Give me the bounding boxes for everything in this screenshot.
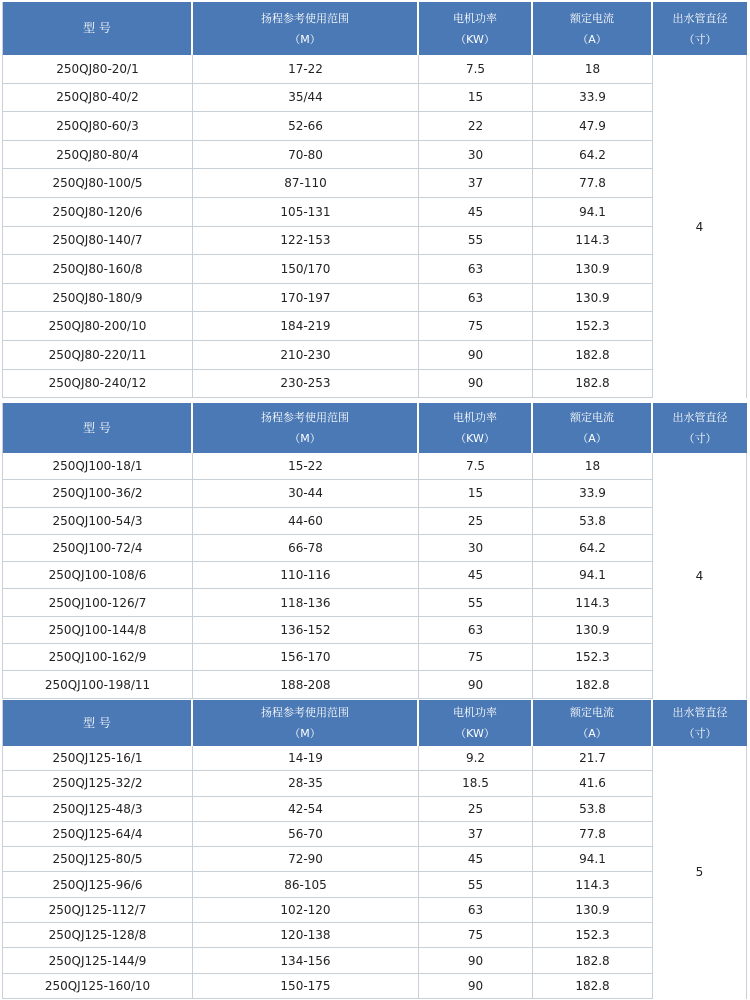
head-range-cell: 56-70 — [193, 822, 419, 847]
model-cell: 250QJ100-126/7 — [2, 589, 193, 616]
rated-current-cell: 130.9 — [533, 898, 653, 923]
rated-current-cell: 130.9 — [533, 617, 653, 644]
motor-power-cell: 55 — [419, 589, 533, 616]
model-cell: 250QJ80-40/2 — [2, 84, 193, 113]
table-row — [2, 198, 747, 227]
motor-power-cell: 45 — [419, 847, 533, 872]
table-row — [2, 284, 747, 313]
model-cell: 250QJ80-80/4 — [2, 141, 193, 170]
motor-power-cell: 75 — [419, 644, 533, 671]
rated-current-cell: 64.2 — [533, 535, 653, 562]
table-row — [2, 644, 747, 671]
table-row — [2, 771, 747, 796]
rated-current-cell: 33.9 — [533, 84, 653, 113]
head-range-cell: 110-116 — [193, 562, 419, 589]
head-range-cell: 150/170 — [193, 255, 419, 284]
motor-power-cell: 9.2 — [419, 746, 533, 771]
header-outlet-diameter: 出水管直径 （寸） — [653, 2, 747, 55]
rated-current-cell: 94.1 — [533, 198, 653, 227]
model-cell: 250QJ125-48/3 — [2, 797, 193, 822]
model-cell: 250QJ100-54/3 — [2, 508, 193, 535]
motor-power-cell: 37 — [419, 169, 533, 198]
head-range-cell: 105-131 — [193, 198, 419, 227]
rated-current-cell: 182.8 — [533, 948, 653, 973]
table-row — [2, 671, 747, 698]
motor-power-cell: 25 — [419, 508, 533, 535]
table-row — [2, 169, 747, 198]
motor-power-cell: 63 — [419, 617, 533, 644]
model-cell: 250QJ100-18/1 — [2, 453, 193, 480]
model-cell: 250QJ80-120/6 — [2, 198, 193, 227]
head-range-cell: 134-156 — [193, 948, 419, 973]
rated-current-cell: 64.2 — [533, 141, 653, 170]
rated-current-cell: 152.3 — [533, 923, 653, 948]
head-range-cell: 87-110 — [193, 169, 419, 198]
head-range-cell: 15-22 — [193, 453, 419, 480]
spec-table-qj100 — [2, 403, 747, 699]
table-row — [2, 974, 747, 999]
rated-current-cell: 182.8 — [533, 671, 653, 698]
rated-current-cell: 114.3 — [533, 589, 653, 616]
rated-current-cell: 182.8 — [533, 341, 653, 370]
motor-power-cell: 15 — [419, 84, 533, 113]
table-row — [2, 508, 747, 535]
table-row — [2, 872, 747, 897]
model-cell: 250QJ80-60/3 — [2, 112, 193, 141]
head-range-cell: 136-152 — [193, 617, 419, 644]
model-cell: 250QJ80-240/12 — [2, 370, 193, 399]
header-model: 型 号 — [2, 403, 193, 453]
rated-current-cell: 18 — [533, 453, 653, 480]
head-range-cell: 35/44 — [193, 84, 419, 113]
table-body — [2, 453, 747, 699]
model-cell: 250QJ125-80/5 — [2, 847, 193, 872]
head-range-cell: 118-136 — [193, 589, 419, 616]
header-model: 型 号 — [2, 700, 193, 746]
table-row — [2, 562, 747, 589]
head-range-cell: 150-175 — [193, 974, 419, 999]
head-range-cell: 86-105 — [193, 872, 419, 897]
rated-current-cell: 94.1 — [533, 847, 653, 872]
rated-current-cell: 18 — [533, 55, 653, 84]
model-cell: 250QJ125-144/9 — [2, 948, 193, 973]
table-row — [2, 312, 747, 341]
head-range-cell: 30-44 — [193, 480, 419, 507]
motor-power-cell: 7.5 — [419, 55, 533, 84]
model-cell: 250QJ80-20/1 — [2, 55, 193, 84]
rated-current-cell: 33.9 — [533, 480, 653, 507]
rated-current-cell: 182.8 — [533, 370, 653, 399]
header-rated-current: 额定电流 （A） — [533, 2, 653, 55]
model-cell: 250QJ80-100/5 — [2, 169, 193, 198]
rated-current-cell: 182.8 — [533, 974, 653, 999]
motor-power-cell: 63 — [419, 284, 533, 313]
motor-power-cell: 63 — [419, 898, 533, 923]
table-row — [2, 589, 747, 616]
model-cell: 250QJ100-144/8 — [2, 617, 193, 644]
header-head-range: 扬程参考使用范围 （M） — [193, 700, 419, 746]
motor-power-cell: 7.5 — [419, 453, 533, 480]
header-rated-current: 额定电流 （A） — [533, 700, 653, 746]
model-cell: 250QJ100-198/11 — [2, 671, 193, 698]
motor-power-cell: 75 — [419, 923, 533, 948]
motor-power-cell: 90 — [419, 974, 533, 999]
rated-current-cell: 130.9 — [533, 284, 653, 313]
model-cell: 250QJ80-200/10 — [2, 312, 193, 341]
motor-power-cell: 15 — [419, 480, 533, 507]
header-motor-power: 电机功率 （KW） — [419, 403, 533, 453]
table-body — [2, 746, 747, 999]
header-motor-power: 电机功率 （KW） — [419, 2, 533, 55]
table-row — [2, 480, 747, 507]
table-body — [2, 55, 747, 398]
model-cell: 250QJ125-16/1 — [2, 746, 193, 771]
spec-table-qj125 — [2, 700, 747, 999]
motor-power-cell: 22 — [419, 112, 533, 141]
model-cell: 250QJ125-32/2 — [2, 771, 193, 796]
model-cell: 250QJ125-64/4 — [2, 822, 193, 847]
model-cell: 250QJ80-220/11 — [2, 341, 193, 370]
table-row — [2, 535, 747, 562]
header-head-range: 扬程参考使用范围 （M） — [193, 403, 419, 453]
table-row — [2, 898, 747, 923]
rated-current-cell: 77.8 — [533, 822, 653, 847]
rated-current-cell: 53.8 — [533, 797, 653, 822]
model-cell: 250QJ125-128/8 — [2, 923, 193, 948]
motor-power-cell: 30 — [419, 535, 533, 562]
head-range-cell: 170-197 — [193, 284, 419, 313]
head-range-cell: 17-22 — [193, 55, 419, 84]
model-cell: 250QJ125-96/6 — [2, 872, 193, 897]
table-header-row — [2, 2, 747, 55]
header-outlet-diameter: 出水管直径 （寸） — [653, 700, 747, 746]
motor-power-cell: 90 — [419, 341, 533, 370]
table-row — [2, 55, 747, 84]
outlet-diameter-cell: 4 — [653, 453, 747, 699]
rated-current-cell: 47.9 — [533, 112, 653, 141]
head-range-cell: 66-78 — [193, 535, 419, 562]
rated-current-cell: 152.3 — [533, 312, 653, 341]
model-cell: 250QJ100-162/9 — [2, 644, 193, 671]
table-row — [2, 112, 747, 141]
table-row — [2, 847, 747, 872]
rated-current-cell: 53.8 — [533, 508, 653, 535]
table-row — [2, 923, 747, 948]
table-header-row — [2, 700, 747, 746]
head-range-cell: 188-208 — [193, 671, 419, 698]
spec-table-qj80 — [2, 2, 747, 398]
model-cell: 250QJ125-160/10 — [2, 974, 193, 999]
motor-power-cell: 37 — [419, 822, 533, 847]
table-row — [2, 617, 747, 644]
head-range-cell: 102-120 — [193, 898, 419, 923]
table-row — [2, 746, 747, 771]
motor-power-cell: 90 — [419, 370, 533, 399]
motor-power-cell: 90 — [419, 671, 533, 698]
head-range-cell: 156-170 — [193, 644, 419, 671]
table-row — [2, 370, 747, 399]
head-range-cell: 44-60 — [193, 508, 419, 535]
table-row — [2, 822, 747, 847]
motor-power-cell: 63 — [419, 255, 533, 284]
rated-current-cell: 114.3 — [533, 872, 653, 897]
table-row — [2, 948, 747, 973]
model-cell: 250QJ100-108/6 — [2, 562, 193, 589]
model-cell: 250QJ100-36/2 — [2, 480, 193, 507]
model-cell: 250QJ100-72/4 — [2, 535, 193, 562]
motor-power-cell: 90 — [419, 948, 533, 973]
motor-power-cell: 30 — [419, 141, 533, 170]
motor-power-cell: 45 — [419, 198, 533, 227]
motor-power-cell: 55 — [419, 872, 533, 897]
head-range-cell: 14-19 — [193, 746, 419, 771]
motor-power-cell: 25 — [419, 797, 533, 822]
table-row — [2, 341, 747, 370]
head-range-cell: 210-230 — [193, 341, 419, 370]
motor-power-cell: 18.5 — [419, 771, 533, 796]
head-range-cell: 42-54 — [193, 797, 419, 822]
table-row — [2, 141, 747, 170]
rated-current-cell: 41.6 — [533, 771, 653, 796]
model-cell: 250QJ125-112/7 — [2, 898, 193, 923]
header-head-range: 扬程参考使用范围 （M） — [193, 2, 419, 55]
table-row — [2, 255, 747, 284]
head-range-cell: 70-80 — [193, 141, 419, 170]
motor-power-cell: 75 — [419, 312, 533, 341]
table-row — [2, 797, 747, 822]
head-range-cell: 52-66 — [193, 112, 419, 141]
header-outlet-diameter: 出水管直径 （寸） — [653, 403, 747, 453]
model-cell: 250QJ80-160/8 — [2, 255, 193, 284]
motor-power-cell: 55 — [419, 227, 533, 256]
header-model: 型 号 — [2, 2, 193, 55]
table-row — [2, 227, 747, 256]
rated-current-cell: 114.3 — [533, 227, 653, 256]
table-row — [2, 453, 747, 480]
rated-current-cell: 77.8 — [533, 169, 653, 198]
rated-current-cell: 21.7 — [533, 746, 653, 771]
rated-current-cell: 94.1 — [533, 562, 653, 589]
head-range-cell: 230-253 — [193, 370, 419, 399]
model-cell: 250QJ80-140/7 — [2, 227, 193, 256]
table-row — [2, 84, 747, 113]
head-range-cell: 28-35 — [193, 771, 419, 796]
model-cell: 250QJ80-180/9 — [2, 284, 193, 313]
outlet-diameter-cell: 5 — [653, 746, 747, 999]
rated-current-cell: 130.9 — [533, 255, 653, 284]
outlet-diameter-cell: 4 — [653, 55, 747, 398]
rated-current-cell: 152.3 — [533, 644, 653, 671]
head-range-cell: 120-138 — [193, 923, 419, 948]
header-rated-current: 额定电流 （A） — [533, 403, 653, 453]
head-range-cell: 184-219 — [193, 312, 419, 341]
motor-power-cell: 45 — [419, 562, 533, 589]
head-range-cell: 72-90 — [193, 847, 419, 872]
table-header-row — [2, 403, 747, 453]
header-motor-power: 电机功率 （KW） — [419, 700, 533, 746]
head-range-cell: 122-153 — [193, 227, 419, 256]
